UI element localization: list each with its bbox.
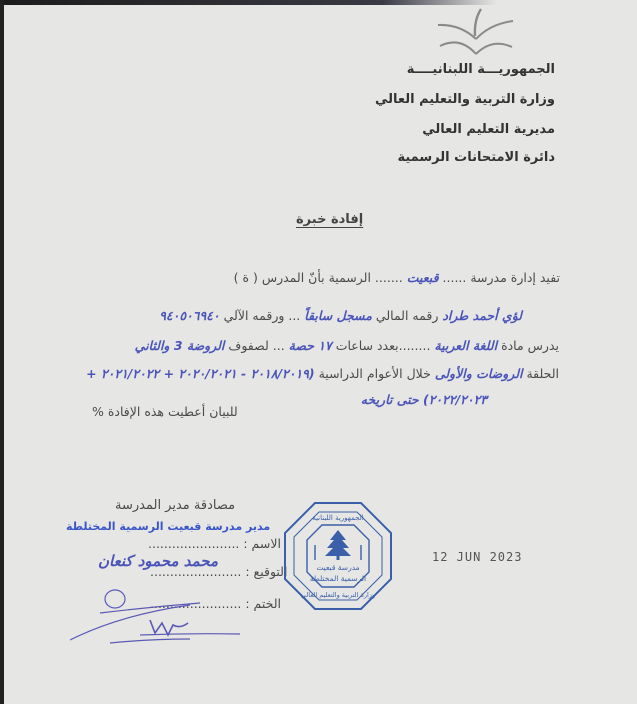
closing-statement: للبيان أعطيت هذه الإفادة % (92, 404, 238, 419)
header-ministry: وزارة التربية والتعليم العالي (374, 92, 555, 107)
line-school (234, 270, 560, 285)
hours-label: ........بعدد ساعات (335, 338, 431, 353)
date-stamp: 12 JUN 2023 (432, 550, 523, 564)
financial-number-handwritten: مسجل سابقاً (304, 308, 372, 323)
scan-top-edge (0, 0, 637, 5)
principal-approval-heading: مصادقة مدير المدرسة (115, 498, 236, 513)
subject-label: يدرس مادة (501, 338, 559, 353)
line-teacher (159, 308, 522, 323)
signature-label: التوقيع : ....................... (150, 564, 288, 579)
seal-label: الختم : ....................... (150, 596, 281, 611)
classes-label: ... لصفوف (228, 338, 285, 353)
handwritten-signature (70, 585, 240, 645)
name-label: الاسم : ....................... (148, 536, 281, 551)
header-department: دائرة الامتحانات الرسمية (397, 150, 555, 165)
years-label: خلال الأعوام الدراسية (318, 366, 431, 381)
school-suffix: ....... الرسمية بأنّ المدرس ( ة ) (233, 270, 403, 285)
school-name-handwritten: قبعيت (406, 270, 439, 285)
principal-stamp: مدير مدرسة قبعيت الرسمية المختلطة (66, 520, 271, 533)
subject-handwritten: اللغة العربية (434, 338, 498, 353)
cedar-tree-icon (325, 530, 351, 560)
principal-name-handwritten: محمد محمود كنعان (98, 552, 219, 570)
document-title: إفادة خبرة (296, 212, 364, 227)
auto-number-handwritten: ٩٤٠٥٠٦٩٤٠ (159, 308, 220, 323)
official-school-seal (282, 500, 394, 612)
line-years (86, 366, 559, 381)
teacher-name-handwritten: لؤي أحمد طراد (442, 308, 522, 323)
seal-top-text: الجمهورية اللبنانية (312, 514, 364, 522)
years-handwritten: (٢٠١٨/٢٠١٩ - ٢٠٢٠/٢٠٢١ + ٢٠٢١/٢٠٢٢ + (86, 366, 315, 381)
financial-number-label: رقمه المالي (375, 308, 439, 323)
seal-school-line2: الرسمية المختلطة (309, 574, 367, 583)
classes-handwritten: الروضة 3 والثاني (134, 338, 225, 353)
seal-bottom-text: وزارة التربية والتعليم العالي (300, 591, 376, 599)
open-book-with-quill-logo (430, 6, 520, 58)
header-directorate: مديرية التعليم العالي (422, 122, 555, 137)
scan-left-edge (0, 0, 4, 704)
header-republic: الجمهوريـــة اللبنانيــــة (406, 62, 555, 77)
line-subject (135, 338, 559, 353)
school-prefix: تفيد إدارة مدرسة ...... (442, 270, 560, 285)
auto-number-label: ... ورقمه الآلي (223, 308, 301, 323)
hours-handwritten: ١٧ حصة (288, 338, 332, 353)
cycle-label: الحلقة (526, 366, 559, 381)
seal-school-line1: مدرسة قبعيت (316, 563, 360, 572)
cycle-handwritten: الروضات والأولى (434, 366, 523, 381)
years-continued-handwritten: ٢٠٢٢/٢٠٢٣) حتى تاريخه (360, 392, 487, 407)
